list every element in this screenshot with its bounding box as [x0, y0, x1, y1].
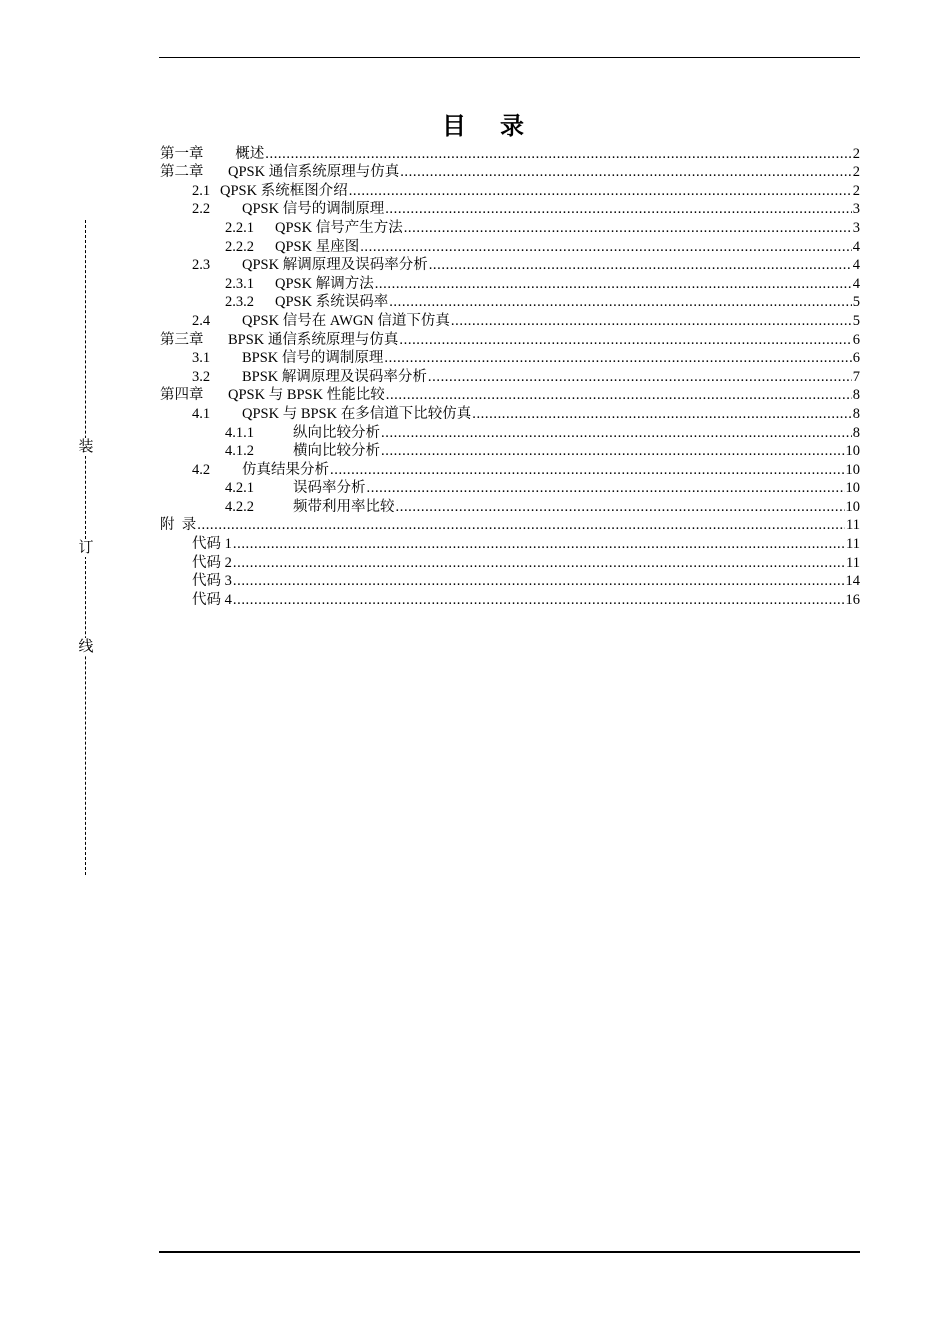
toc-leader-dots	[330, 462, 845, 479]
toc-entry-title: 代码 4	[192, 591, 232, 608]
toc-entry[interactable]	[160, 200, 860, 219]
toc-entry[interactable]	[160, 442, 860, 461]
toc-leader-dots	[265, 146, 852, 163]
toc-leader-dots	[385, 201, 852, 218]
toc-leader-dots	[233, 573, 845, 590]
toc-entry-page: 8	[852, 387, 860, 404]
binding-char-xian: 线	[76, 638, 96, 656]
toc-entry-page: 3	[852, 219, 860, 236]
toc-title: 目 录	[442, 114, 538, 140]
toc-entry-title: 附 录	[160, 517, 197, 534]
toc-entry-number: 2.1	[192, 182, 211, 199]
toc-entry[interactable]	[160, 237, 860, 256]
toc-entry-title: 代码 2	[192, 554, 232, 571]
binding-char-zhuang: 装	[76, 438, 96, 456]
toc-entry-page: 2	[852, 164, 860, 181]
toc-entry[interactable]	[160, 349, 860, 368]
toc-entry-title: 代码 1	[192, 536, 232, 553]
toc-entry[interactable]	[160, 479, 860, 498]
toc-entry-title: QPSK 系统误码率	[275, 294, 389, 311]
toc-leader-dots	[375, 276, 852, 293]
toc-entry[interactable]	[160, 553, 860, 572]
toc-entry[interactable]	[160, 311, 860, 330]
toc-entry-page: 5	[852, 294, 860, 311]
binding-char-ding: 订	[76, 539, 96, 557]
toc-entry-page: 16	[845, 591, 860, 608]
toc-leader-dots	[233, 592, 845, 609]
toc-entry-title: 仿真结果分析	[242, 461, 329, 478]
toc-entry-number: 4.2.2	[225, 498, 254, 515]
toc-entry-title: QPSK 系统框图介绍	[220, 182, 348, 199]
toc-entry[interactable]	[160, 590, 860, 609]
toc-leader-dots	[472, 406, 852, 423]
toc-leader-dots	[233, 536, 845, 553]
toc-leader-dots	[381, 443, 845, 460]
toc-entry-page: 2	[852, 145, 860, 162]
toc-entry[interactable]	[160, 144, 860, 163]
toc-entry-title: 横向比较分析	[293, 443, 380, 460]
toc-entry-number: 4.1.2	[225, 443, 254, 460]
toc-entry-number: 2.3.1	[225, 275, 254, 292]
toc-entry-page: 10	[845, 498, 860, 515]
toc-entry-page: 8	[852, 424, 860, 441]
toc-entry-title: 概述	[228, 145, 265, 162]
toc-entry-page: 8	[852, 405, 860, 422]
toc-entry-title: 误码率分析	[293, 480, 366, 497]
toc-entry-title: 代码 3	[192, 573, 232, 590]
toc-entry-page: 11	[846, 536, 860, 553]
toc-entry-page: 4	[852, 257, 860, 274]
toc-entry-page: 14	[845, 573, 860, 590]
toc-entry-title: BPSK 信号的调制原理	[242, 350, 384, 367]
toc-leader-dots	[367, 480, 845, 497]
toc-entry-page: 10	[845, 461, 860, 478]
toc-leader-dots	[399, 332, 851, 349]
toc-entry-page: 4	[852, 238, 860, 255]
toc-entry-title: QPSK 与 BPSK 性能比较	[228, 387, 385, 404]
toc-entry-page: 10	[845, 443, 860, 460]
toc-leader-dots	[404, 220, 852, 237]
toc-entry[interactable]	[160, 572, 860, 591]
toc-leader-dots	[386, 387, 852, 404]
toc-entry-number: 2.3	[192, 257, 211, 274]
toc-entry-number: 第四章	[160, 387, 204, 404]
toc-entry-page: 10	[845, 480, 860, 497]
toc-entry-number: 第二章	[160, 164, 204, 181]
toc-entry[interactable]	[160, 460, 860, 479]
toc-entry-page: 5	[852, 312, 860, 329]
toc-entry-title: QPSK 解调方法	[275, 275, 374, 292]
toc-entry-number: 4.1.1	[225, 424, 254, 441]
toc-entry-number: 4.2.1	[225, 480, 254, 497]
toc-entry-title: BPSK 解调原理及误码率分析	[242, 368, 427, 385]
toc-entry[interactable]	[160, 218, 860, 237]
toc-entry-page: 7	[852, 368, 860, 385]
toc-entry-page: 6	[852, 350, 860, 367]
table-of-contents	[160, 144, 860, 609]
toc-leader-dots	[396, 499, 845, 516]
toc-leader-dots	[381, 425, 852, 442]
toc-entry-title: QPSK 信号产生方法	[275, 219, 403, 236]
toc-entry-title: BPSK 通信系统原理与仿真	[228, 331, 399, 348]
toc-entry[interactable]	[160, 293, 860, 312]
toc-entry-number: 第一章	[160, 145, 204, 162]
toc-entry-number: 2.4	[192, 312, 211, 329]
toc-leader-dots	[389, 294, 852, 311]
toc-entry[interactable]	[160, 386, 860, 405]
toc-entry-page: 11	[846, 517, 860, 534]
toc-entry[interactable]	[160, 256, 860, 275]
toc-leader-dots	[349, 183, 852, 200]
toc-entry-title: QPSK 解调原理及误码率分析	[242, 257, 428, 274]
toc-entry-number: 2.2	[192, 201, 211, 218]
toc-entry[interactable]	[160, 163, 860, 182]
header-rule	[159, 57, 860, 58]
toc-entry-number: 3.2	[192, 368, 211, 385]
toc-leader-dots	[233, 555, 845, 572]
toc-entry-page: 4	[852, 275, 860, 292]
toc-entry-number: 3.1	[192, 350, 211, 367]
toc-leader-dots	[429, 257, 852, 274]
toc-entry-title: QPSK 星座图	[275, 238, 360, 255]
toc-entry[interactable]	[160, 497, 860, 516]
toc-entry-number: 第三章	[160, 331, 204, 348]
toc-leader-dots	[197, 517, 845, 534]
toc-leader-dots	[360, 239, 852, 256]
toc-entry[interactable]	[160, 516, 860, 535]
footer-rule	[159, 1251, 860, 1253]
toc-entry-number: 2.2.1	[225, 219, 254, 236]
toc-leader-dots	[428, 369, 852, 386]
toc-entry-title: QPSK 信号在 AWGN 信道下仿真	[242, 312, 450, 329]
binding-line	[76, 220, 96, 875]
toc-entry-title: 纵向比较分析	[293, 424, 380, 441]
toc-entry[interactable]	[160, 423, 860, 442]
toc-entry[interactable]	[160, 181, 860, 200]
toc-entry[interactable]	[160, 404, 860, 423]
toc-entry-title: 频带利用率比较	[293, 498, 395, 515]
toc-entry[interactable]	[160, 367, 860, 386]
toc-entry-page: 2	[852, 182, 860, 199]
toc-leader-dots	[451, 313, 852, 330]
toc-entry-title: QPSK 通信系统原理与仿真	[228, 164, 400, 181]
toc-entry-page: 11	[846, 554, 860, 571]
toc-leader-dots	[400, 164, 852, 181]
toc-entry-page: 3	[852, 201, 860, 218]
toc-leader-dots	[384, 350, 851, 367]
toc-entry-number: 4.1	[192, 405, 211, 422]
toc-entry[interactable]	[160, 330, 860, 349]
toc-entry-number: 2.2.2	[225, 238, 254, 255]
toc-entry[interactable]	[160, 274, 860, 293]
toc-entry-title: QPSK 与 BPSK 在多信道下比较仿真	[242, 405, 472, 422]
toc-entry-number: 2.3.2	[225, 294, 254, 311]
toc-entry-number: 4.2	[192, 461, 211, 478]
toc-entry[interactable]	[160, 534, 860, 553]
toc-entry-page: 6	[852, 331, 860, 348]
toc-entry-title: QPSK 信号的调制原理	[242, 201, 385, 218]
